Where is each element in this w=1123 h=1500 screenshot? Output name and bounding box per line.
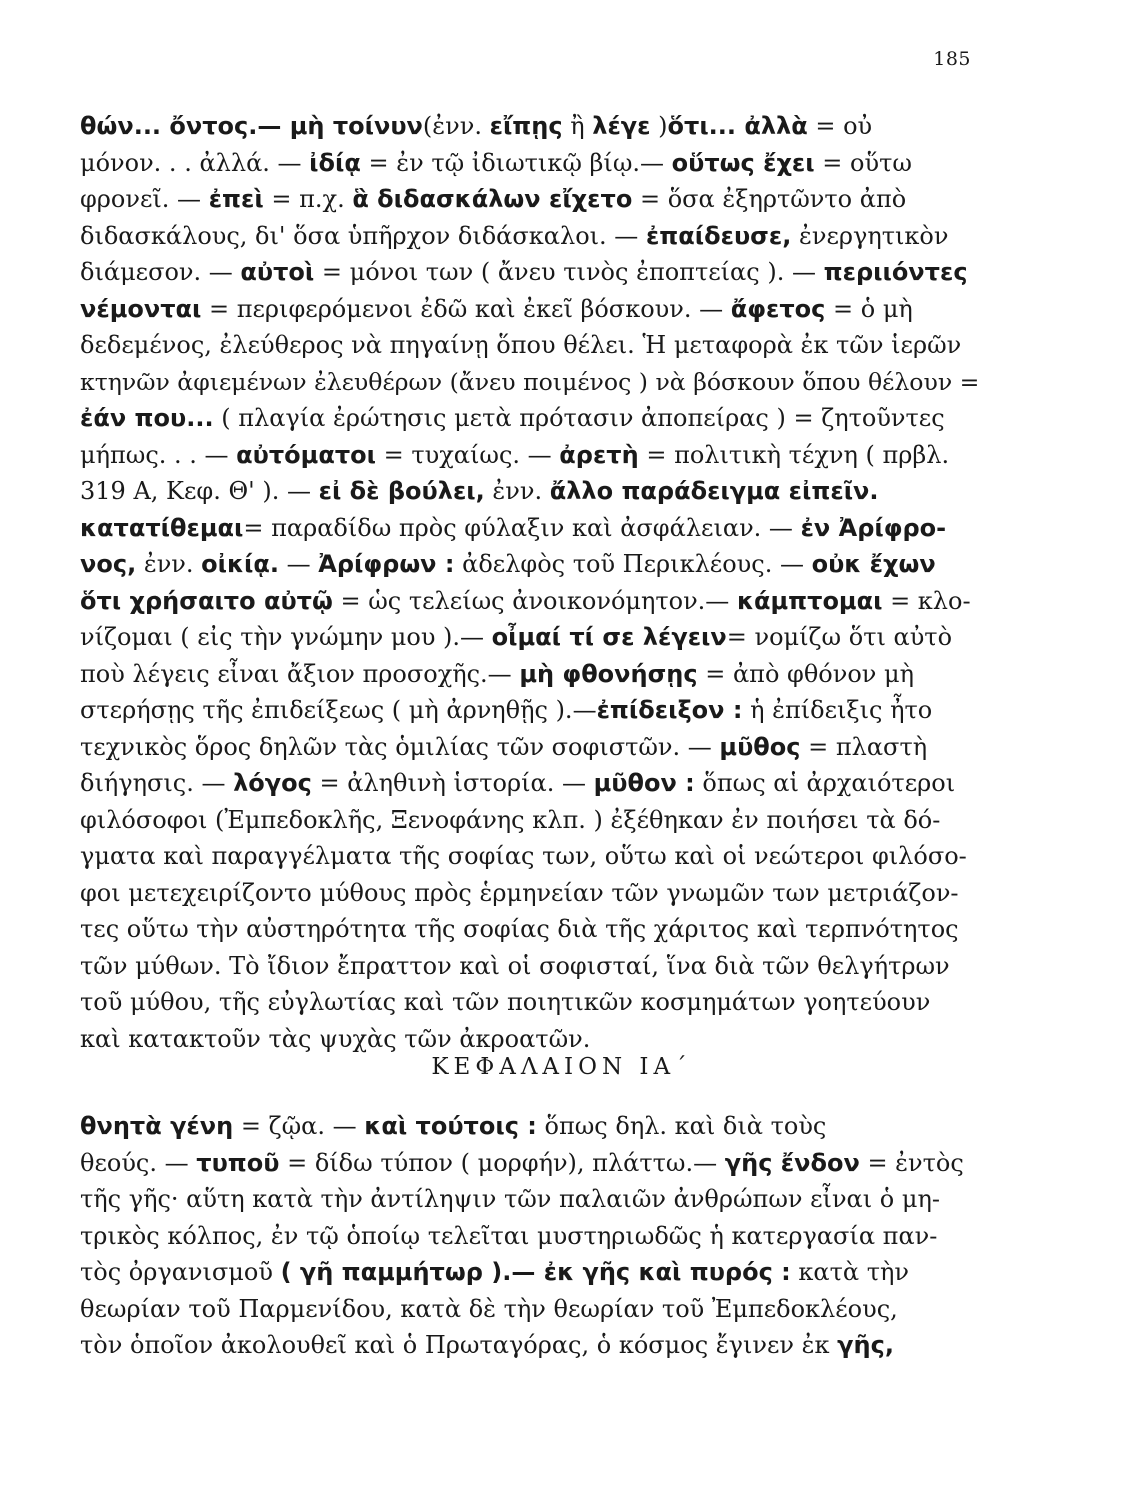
gloss-text: = ζῷα. — <box>233 1112 365 1140</box>
headword: ἐάν που... <box>80 404 214 432</box>
gloss-text: τοῦ μύθου, τῆς εὐγλωτίας καὶ τῶν ποιητικῶν κοσμημάτων γοητεύουν <box>80 988 931 1016</box>
commentary-text-block-two <box>80 1108 980 1364</box>
headword: εἰ δὲ βούλει, <box>318 477 485 505</box>
gloss-text: τες οὕτω τὴν αὐστηρότητα τῆς σοφίας διὰ τῆς χάριτος καὶ τερπνότητος <box>80 915 959 943</box>
text-line <box>80 583 980 620</box>
gloss-text: ἢ <box>562 112 593 140</box>
headword: ἐπαίδευσε, <box>645 221 792 250</box>
headword: κατατίθεμαι <box>80 513 244 542</box>
text-line <box>80 838 980 875</box>
text-line <box>80 400 980 437</box>
text-line <box>80 1021 980 1058</box>
text-line <box>80 911 980 948</box>
headword: ἃ διδασκάλων εἴχετο <box>352 185 633 213</box>
gloss-text: μήπως. . . — <box>80 440 237 469</box>
text-line <box>80 473 980 510</box>
gloss-text: τεχνικὸς ὅρος δηλῶν τὰς ὁμιλίας τῶν σοφιστῶν. — <box>80 732 720 761</box>
text-line <box>80 656 980 693</box>
gloss-text: φιλόσοφοι (Ἐμπεδοκλῆς, Ξενοφάνης κλπ. ) ἐξέθηκαν ἐν ποιήσει τὰ δό- <box>80 805 941 834</box>
gloss-text: = ἀληθινὴ ἱστορία. — <box>311 769 594 797</box>
gloss-text: διδασκάλους, δι' ὅσα ὑπῆρχον διδάσκαλοι. — <box>80 221 646 250</box>
headword: ἐπεὶ <box>208 185 264 213</box>
headword: ἀρετὴ <box>559 440 639 469</box>
headword: ὅτι χρήσαιτο αὐτῷ <box>80 586 333 615</box>
headword: ( γῆ παμμήτωρ ).— ἐκ γῆς καὶ πυρός : <box>280 1258 791 1286</box>
text-line <box>80 1181 980 1218</box>
gloss-text: τὸς ὀργανισμοῦ <box>80 1258 281 1286</box>
headword: μῦθον : <box>593 769 695 797</box>
text-line <box>80 327 980 364</box>
headword: ἐπίδειξον : <box>596 696 743 724</box>
gloss-text: = ὅσα ἐξηρτῶντο ἀπὸ <box>632 185 907 213</box>
gloss-text: = οὐ <box>807 112 873 140</box>
gloss-text: ὅπως δηλ. καὶ διὰ τοὺς <box>536 1112 827 1140</box>
headword: ἐν Ἀρίφρο- <box>800 513 947 542</box>
gloss-text: φοι μετεχειρίζοντο μύθους πρὸς ἑρμηνείαν τῶν γνωμῶν των μετριάζον- <box>80 878 959 907</box>
gloss-text: — <box>279 550 319 578</box>
headword: θών... ὄντος.— μὴ τοίνυν <box>80 112 423 140</box>
gloss-text: = ἀπὸ φθόνον μὴ <box>697 659 914 688</box>
text-line <box>80 875 980 912</box>
text-line <box>80 948 980 985</box>
headword: καὶ τούτοις : <box>364 1112 537 1140</box>
text-line <box>80 802 980 839</box>
text-line <box>80 364 980 401</box>
gloss-text: ποὺ λέγεις εἶναι ἄξιον προσοχῆς.— <box>80 659 520 688</box>
headword: οὐκ ἔχων <box>811 550 936 578</box>
gloss-text: (ἐνν. <box>422 112 490 140</box>
text-line <box>80 984 980 1021</box>
gloss-text: = κλο- <box>882 586 971 615</box>
headword: οἶμαί τί σε λέγειν <box>491 623 727 651</box>
gloss-text: ἐνν. <box>136 550 202 578</box>
headword: γῆς ἔνδον <box>724 1148 860 1177</box>
gloss-text: = πλαστὴ <box>800 732 928 761</box>
gloss-text: φρονεῖ. — <box>80 185 209 213</box>
gloss-text: = μόνοι των ( ἄνευ τινὸς ἐποπτείας ). — <box>314 258 824 286</box>
text-line <box>80 692 980 729</box>
gloss-text: τρικὸς κόλπος, ἐν τῷ ὁποίῳ τελεῖται μυστηριωδῶς ἡ κατεργασία παν- <box>80 1221 938 1250</box>
gloss-text: ἀδελφὸς τοῦ Περικλέους. — <box>454 550 812 578</box>
gloss-text: = ἐντὸς <box>859 1148 964 1177</box>
headword: λόγος <box>233 769 312 797</box>
gloss-text: 319 Α, Κεφ. Θ' ). — <box>80 477 319 505</box>
gloss-text: = περιφερόμενοι ἐδῶ καὶ ἐκεῖ βόσκουν. — <box>201 294 731 323</box>
text-line <box>80 254 980 291</box>
headword: κάμπτομαι <box>736 586 883 615</box>
headword: τυποῦ <box>196 1148 280 1177</box>
text-line <box>80 546 980 583</box>
gloss-text: = παραδίδω πρὸς φύλαξιν καὶ ἀσφάλειαν. — <box>243 513 801 542</box>
gloss-text: ( πλαγία ἐρώτησις μετὰ πρότασιν ἀποπείρας ) = ζητοῦντες <box>213 404 945 432</box>
gloss-text: ) <box>650 112 668 140</box>
headword: ὅτι... ἀλλὰ <box>667 112 808 140</box>
headword: γῆς, <box>837 1331 894 1359</box>
headword: μῦθος <box>719 732 801 761</box>
gloss-text: = ὁ μὴ <box>825 294 913 323</box>
commentary-text-block-one <box>80 108 980 1057</box>
headword: νος, <box>80 550 137 578</box>
text-line <box>80 1108 980 1145</box>
gloss-text: = π.χ. <box>263 185 353 213</box>
headword: μὴ φθονήσῃς <box>519 659 698 688</box>
text-line <box>80 437 980 474</box>
text-line <box>80 1327 980 1364</box>
gloss-text: = δίδω τύπον ( μορφήν), πλάττω.— <box>279 1148 725 1177</box>
text-line <box>80 619 980 656</box>
gloss-text: κτηνῶν ἀφιεμένων ἐλευθέρων (ἄνευ ποιμένος ) νὰ βόσκουν ὅπου θέλουν = <box>80 367 980 396</box>
headword: θνητὰ γένη <box>80 1112 234 1140</box>
headword: αὐτόματοι <box>236 440 376 469</box>
headword: νέμονται <box>80 294 202 323</box>
headword: ἰδίᾳ <box>309 148 361 177</box>
gloss-text: διήγησις. — <box>80 769 234 797</box>
text-line <box>80 1254 980 1291</box>
gloss-text: στερήσῃς τῆς ἐπιδείξεως ( μὴ ἀρνηθῇς ).— <box>80 696 597 724</box>
gloss-text: καὶ κατακτοῦν τὰς ψυχὰς τῶν ἀκροατῶν. <box>80 1024 591 1053</box>
gloss-text: ἡ ἐπίδειξις ἦτο <box>742 696 933 724</box>
gloss-text: δεδεμένος, ἐλεύθερος νὰ πηγαίνῃ ὅπου θέλει. Ἡ μεταφορὰ ἐκ τῶν ἱερῶν <box>80 331 962 359</box>
gloss-text: ἐνεργητικὸν <box>791 221 949 250</box>
gloss-text: θεωρίαν τοῦ Παρμενίδου, κατὰ δὲ τὴν θεωρίαν τοῦ Ἐμπεδοκλέους, <box>80 1294 898 1323</box>
headword: οὕτως ἔχει <box>671 148 815 177</box>
gloss-text: νίζομαι ( εἰς τὴν γνώμην μου ).— <box>80 623 492 651</box>
gloss-text: διάμεσον. — <box>80 258 241 286</box>
headword: ἄφετος <box>730 294 826 323</box>
gloss-text: θεούς. — <box>80 1148 197 1177</box>
headword: ἄλλο παράδειγμα εἰπεῖν. <box>549 477 879 505</box>
headword: αὐτοὶ <box>240 258 315 286</box>
text-line <box>80 218 980 255</box>
gloss-text: τὸν ὁποῖον ἀκολουθεῖ καὶ ὁ Πρωταγόρας, ὁ κόσμος ἔγινεν ἐκ <box>80 1331 838 1359</box>
text-line <box>80 108 980 145</box>
gloss-text: τῶν μύθων. Τὸ ἴδιον ἔπραττον καὶ οἱ σοφισταί, ἵνα διὰ τῶν θελγήτρων <box>80 951 950 980</box>
chapter-heading: ΚΕΦΑΛΑΙΟΝ ΙΑ΄ <box>431 1054 692 1080</box>
gloss-text: = ὡς τελείως ἀνοικονόμητον.— <box>332 586 737 615</box>
text-line <box>80 181 980 218</box>
gloss-text: ἐνν. <box>484 477 550 505</box>
headword: οἰκίᾳ. <box>201 550 279 578</box>
gloss-text: κατὰ τὴν <box>790 1258 909 1286</box>
gloss-text: = οὕτω <box>814 148 912 177</box>
text-line <box>80 729 980 766</box>
gloss-text: γματα καὶ παραγγέλματα τῆς σοφίας των, οὕτω καὶ οἱ νεώτεροι φιλόσο- <box>80 842 967 870</box>
headword: λέγε <box>592 112 651 140</box>
gloss-text: = πολιτικὴ τέχνη ( πρβλ. <box>638 440 950 469</box>
text-line <box>80 291 980 328</box>
text-line <box>80 1145 980 1182</box>
gloss-text: μόνον. . . ἀλλά. — <box>80 148 310 177</box>
page-number: 185 <box>933 48 971 70</box>
text-line <box>80 1291 980 1328</box>
headword: Ἀρίφρων : <box>318 550 455 578</box>
text-line <box>80 1218 980 1255</box>
text-line <box>80 145 980 182</box>
headword: περιιόντες <box>823 258 968 286</box>
text-line <box>80 510 980 547</box>
gloss-text: ὅπως αἱ ἀρχαιότεροι <box>694 769 956 797</box>
gloss-text: = τυχαίως. — <box>375 440 560 469</box>
gloss-text: τῆς γῆς· αὕτη κατὰ τὴν ἀντίληψιν τῶν παλαιῶν ἀνθρώπων εἶναι ὁ μη- <box>80 1185 940 1213</box>
text-line <box>80 765 980 802</box>
gloss-text: = ἐν τῷ ἰδιωτικῷ βίῳ.— <box>360 148 672 177</box>
headword: εἴπῃς <box>489 112 563 140</box>
gloss-text: = νομίζω ὅτι αὐτὸ <box>726 623 953 651</box>
